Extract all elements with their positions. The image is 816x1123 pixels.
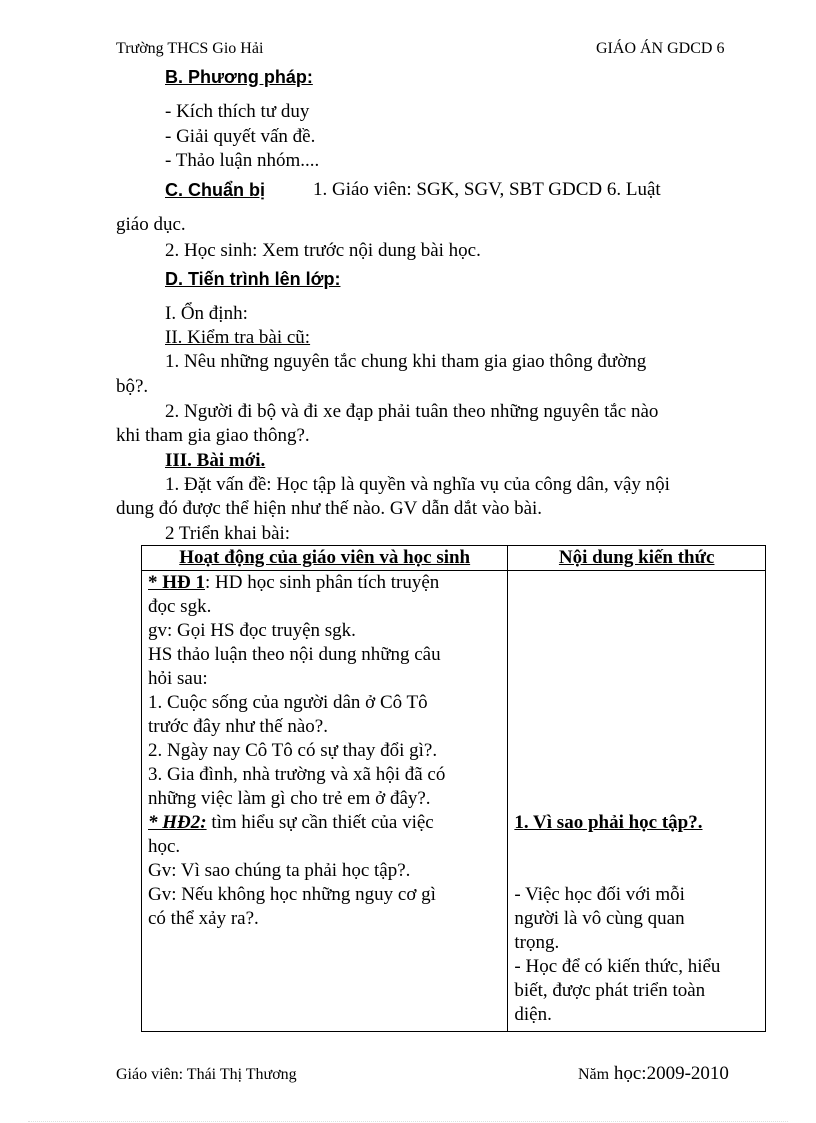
page-bottom-divider (28, 1121, 788, 1122)
content-line: biết, được phát triển toàn (514, 980, 706, 1001)
hd2-line (148, 811, 501, 835)
c-teacher-line-cont: giáo dục. (116, 214, 186, 235)
iii-intro-cont: dung đó được thể hiện như thế nào. GV dẫn dắt vào bài. (116, 498, 543, 519)
school-name: Trường THCS Gio Hải (116, 40, 264, 57)
content-heading: 1. Vì sao phải học tập?. (514, 812, 703, 833)
footer-teacher: Giáo viên: Thái Thị Thương (116, 1066, 297, 1083)
activity-line: 1. Cuộc sống của người dân ở Cô Tô (148, 692, 428, 713)
iii-intro: 1. Đặt vấn đề: Học tập là quyền và nghĩa vụ của công dân, vậy nội (165, 474, 670, 495)
ii-question-2-cont: khi tham gia giao thông?. (116, 425, 310, 446)
footer-year-value: học:2009-2010 (613, 1063, 729, 1084)
footer-year-label: Năm (578, 1066, 610, 1083)
iii-deploy: 2 Triển khai bài: (165, 523, 291, 544)
activity-line: có thể xảy ra?. (148, 908, 259, 929)
section-c-title: C. Chuẩn bị (165, 180, 265, 200)
content-line: trọng. (514, 932, 560, 953)
activity-line: gv: Gọi HS đọc truyện sgk. (148, 620, 356, 641)
activity-line: học. (148, 836, 181, 857)
col2-header: Nội dung kiến thức (508, 546, 766, 571)
hd2-text: tìm hiểu sự cần thiết của việc (206, 812, 434, 833)
list-item: - Thảo luận nhóm.... (165, 150, 320, 171)
activity-line: HS thảo luận theo nội dung những câu (148, 644, 441, 665)
content-line: người là vô cùng quan (514, 908, 685, 929)
activity-line: những việc làm gì cho trẻ em ở đây?. (148, 788, 431, 809)
c-student-line: 2. Học sinh: Xem trước nội dung bài học. (165, 240, 481, 261)
list-item: - Giải quyết vấn đề. (165, 126, 316, 147)
activities-cell (142, 571, 508, 1032)
content-line: diện. (514, 1004, 552, 1025)
lesson-table (141, 545, 766, 1032)
c-teacher-line: 1. Giáo viên: SGK, SGV, SBT GDCD 6. Luật (313, 179, 661, 200)
section-d-title: D. Tiến trình lên lớp: (165, 269, 341, 289)
section-i-title: I. Ổn định: (165, 303, 248, 324)
hd1-label: * HĐ 1 (148, 572, 205, 593)
section-ii-title: II. Kiểm tra bài cũ: (165, 327, 311, 348)
document-title: GIÁO ÁN GDCD 6 (596, 40, 725, 57)
ii-question-1-cont: bộ?. (116, 376, 149, 397)
activity-line: đọc sgk. (148, 596, 212, 617)
section-iii-title: III. Bài mới. (165, 450, 266, 471)
content-cell (508, 571, 766, 1032)
section-b-title: B. Phương pháp: (165, 67, 313, 87)
content-line: - Việc học đối với mỗi (514, 884, 685, 905)
activity-line: trước đây như thế nào?. (148, 716, 328, 737)
hd2-label: * HĐ2: (148, 812, 207, 833)
activity-line: Gv: Vì sao chúng ta phải học tập?. (148, 860, 411, 881)
list-item: - Kích thích tư duy (165, 101, 310, 122)
activity-line: 3. Gia đình, nhà trường và xã hội đã có (148, 764, 446, 785)
col1-header: Hoạt động của giáo viên và học sinh (142, 546, 508, 571)
activity-line: 2. Ngày nay Cô Tô có sự thay đổi gì?. (148, 740, 438, 761)
content-line: - Học để có kiến thức, hiểu (514, 956, 721, 977)
footer-year (578, 1063, 729, 1085)
activity-line: hỏi sau: (148, 668, 208, 689)
ii-question-1: 1. Nêu những nguyên tắc chung khi tham gia giao thông đường (165, 351, 647, 372)
hd1-line (148, 571, 501, 595)
ii-question-2: 2. Người đi bộ và đi xe đạp phải tuân theo những nguyên tắc nào (165, 401, 659, 422)
hd1-text: : HD học sinh phân tích truyện (205, 572, 440, 593)
activity-line: Gv: Nếu không học những nguy cơ gì (148, 884, 436, 905)
